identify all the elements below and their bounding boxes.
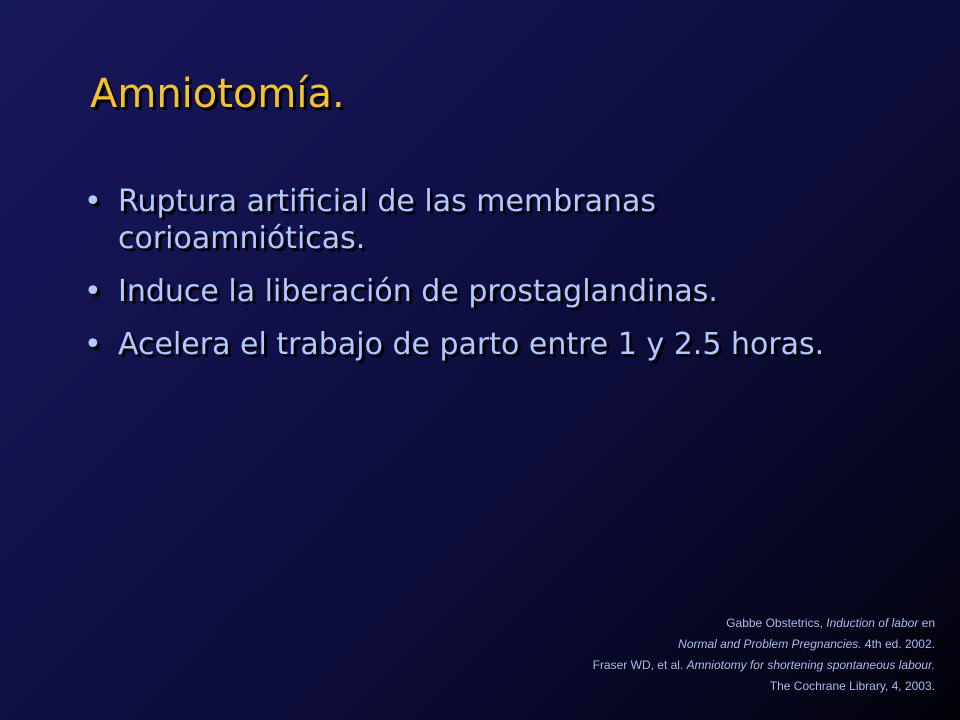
reference-text: The Cochrane Library, 4, 2003.: [769, 679, 935, 693]
reference-text: en: [918, 616, 935, 630]
reference-title: Normal and Problem Pregnancies.: [678, 637, 862, 651]
reference-line: [593, 634, 935, 655]
references: [593, 613, 935, 697]
bullet-item: [84, 273, 904, 310]
bullet-item: [84, 326, 904, 363]
bullet-icon: •: [84, 274, 102, 309]
bullet-icon: •: [84, 327, 102, 362]
reference-line: [593, 676, 935, 697]
reference-text: Fraser WD, et al.: [592, 658, 687, 672]
bullet-item: [84, 183, 904, 257]
reference-text: 4th ed. 2002.: [861, 637, 935, 651]
reference-text: Gabbe Obstetrics,: [726, 616, 827, 630]
reference-title: Induction of labor: [826, 616, 919, 630]
bullet-text: Induce la liberación de prostaglandinas.: [118, 274, 718, 309]
bullet-text: Ruptura artificial de las membranas corioamnióticas.: [118, 184, 656, 256]
reference-line: [593, 655, 935, 676]
bullet-text: Acelera el trabajo de parto entre 1 y 2.5 horas.: [118, 327, 825, 362]
reference-title: Amniotomy for shortening spontaneous labour.: [686, 658, 935, 672]
reference-line: [593, 613, 935, 634]
slide-title: Amniotomía.: [90, 71, 345, 117]
bullet-icon: •: [84, 184, 102, 219]
bullet-list: [84, 183, 904, 379]
